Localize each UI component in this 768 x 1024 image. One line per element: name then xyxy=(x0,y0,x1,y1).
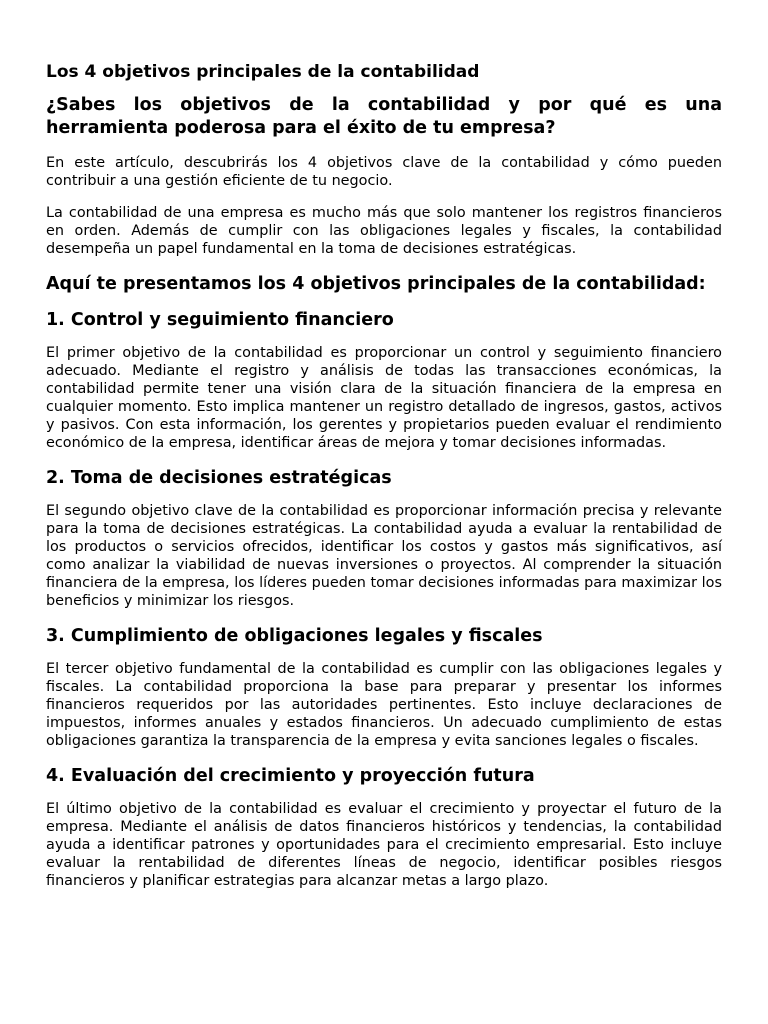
section-crecimiento-proyeccion xyxy=(46,764,722,890)
section-body: El segundo objetivo clave de la contabilidad es proporcionar información precisa y relevante para la toma de decisiones estratégicas. La contabilidad ayuda a evaluar la rentabilidad de los productos o servicios ofrecidos, identificar los costos y gastos más significativos, así como analizar la viabilidad de nuevas inversiones o proyectos. Al comprender la situación financiera de la empresa, los líderes pueden tomar decisiones informadas para maximizar los beneficios y minimizar los riesgos. xyxy=(46,503,722,609)
section-decisiones-estrategicas xyxy=(46,466,722,610)
section-heading: 4. Evaluación del crecimiento y proyección futura xyxy=(46,766,535,786)
section-heading: 1. Control y seguimiento financiero xyxy=(46,310,394,330)
document-subtitle: ¿Sabes los objetivos de la contabilidad y por qué es una herramienta poderosa para el éxito de tu empresa? xyxy=(46,95,722,138)
section-body: El primer objetivo de la contabilidad es proporcionar un control y seguimiento financiero adecuado. Mediante el registro y análisis de todas las transacciones económicas, la contabilidad permite tener una visión clara de la situación financiera de la empresa en cualquier momento. Esto implica mantener un registro detallado de ingresos, gastos, activos y pasivos. Con esta información, los gerentes y propietarios pueden evaluar el rendimiento económico de la empresa, identificar áreas de mejora y tomar decisiones informadas. xyxy=(46,345,722,451)
document-title: Los 4 objetivos principales de la contabilidad xyxy=(46,62,480,82)
section-heading: 2. Toma de decisiones estratégicas xyxy=(46,468,392,488)
intro-paragraph: La contabilidad de una empresa es mucho más que solo mantener los registros financieros en orden. Además de cumplir con las obligaciones legales y fiscales, la contabilidad desempeña un papel fundamental en la toma de decisiones estratégicas. xyxy=(46,205,722,257)
section-obligaciones-legales xyxy=(46,624,722,750)
section-body: El tercer objetivo fundamental de la contabilidad es cumplir con las obligaciones legales y fiscales. La contabilidad proporciona la base para preparar y presentar los informes financieros requeridos por las autoridades pertinentes. Esto incluye declaraciones de impuestos, informes anuales y estados financieros. Un adecuado cumplimiento de estas obligaciones garantiza la transparencia de la empresa y evita sanciones legales o fiscales. xyxy=(46,661,722,749)
section-heading: 3. Cumplimiento de obligaciones legales y fiscales xyxy=(46,626,543,646)
section-body: El último objetivo de la contabilidad es evaluar el crecimiento y proyectar el futuro de la empresa. Mediante el análisis de datos financieros históricos y tendencias, la contabilidad ayuda a identificar patrones y oportunidades para el crecimiento empresarial. Esto incluye evaluar la rentabilidad de diferentes líneas de negocio, identificar posibles riesgos financieros y planificar estrategias para alcanzar metas a largo plazo. xyxy=(46,801,722,889)
intro-paragraph: En este artículo, descubrirás los 4 objetivos clave de la contabilidad y cómo pueden contribuir a una gestión eficiente de tu negocio. xyxy=(46,155,722,189)
objectives-list-heading: Aquí te presentamos los 4 objetivos principales de la contabilidad: xyxy=(46,274,706,294)
section-control-financiero xyxy=(46,308,722,452)
